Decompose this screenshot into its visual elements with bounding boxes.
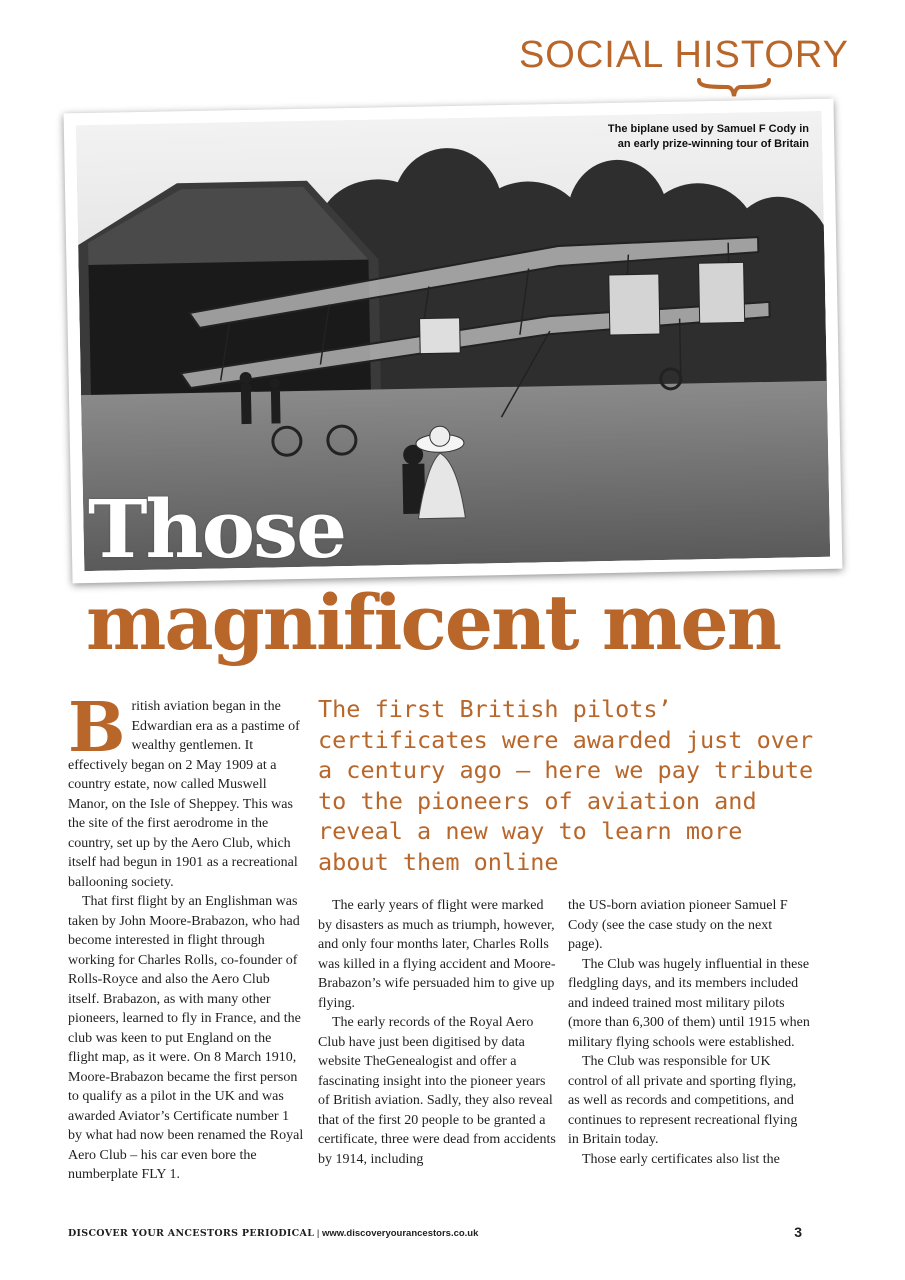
section-label: SOCIAL HISTORY xyxy=(518,34,849,76)
publication-name: DISCOVER YOUR ANCESTORS PERIODICAL xyxy=(68,1228,315,1239)
paragraph: That first flight by an Englishman was taken by John Moore-Brabazon, who had become interested in flight through working for Charles Rolls, co-founder of Rolls-Royce and also the Aero Club itself. Brabazon, as with many other pioneers, learned to fly in France, and the club was keen to put England on the flight map, as it were. On 8 March 1910, Moore-Brabazon became the first person to qualify as a pilot in the UK and was awarded Aviator’s Certificate number 1 by what had now been renamed the Royal Aero Club – his car even bore the numberplate FLY 1. xyxy=(68,894,304,1182)
standfirst: The first British pilots’ certificates were awarded just over a century ago – here we pay tribute to the pioneers of aviation and reveal a new way to learn more about them online xyxy=(318,695,814,876)
headline-line-1: Those xyxy=(88,482,345,576)
caption-line: The biplane used by Samuel F Cody in xyxy=(607,123,809,135)
paragraph: the US-born aviation pioneer Samuel F Cody (see the case study on the next page). xyxy=(568,898,788,952)
paragraph: The early years of flight were marked by disasters as much as triumph, however, and only four months later, Charles Rolls was killed in a flying accident and Moore-Brabazon’s wife persuaded him to give up flying. xyxy=(318,898,556,1011)
paragraph xyxy=(68,688,304,892)
headline-line-2: magnificent men xyxy=(86,578,780,667)
paragraph-text: ritish aviation began in the Edwardian era as a pastime of wealthy gentlemen. It effectively began on 2 May 1909 at a country estate, now called Muswell Manor, on the Isle of Sheppey. This was the site of the first aerodrome in the country, set up by the Aero Club, which itself had begun in 1901 as a recreational ballooning society. xyxy=(68,699,300,890)
paragraph: Those early certificates also list the xyxy=(582,1151,780,1167)
photo-caption xyxy=(579,122,809,152)
page-number: 3 xyxy=(794,1224,802,1240)
footer-separator: | xyxy=(314,1228,322,1239)
drop-cap: B xyxy=(68,688,126,768)
article-column-3 xyxy=(568,896,810,1169)
paragraph: The Club was responsible for UK control of all private and sporting flying, as well as records and competitions, and continues to represent recreational flying in Britain today. xyxy=(568,1054,798,1147)
caption-line: an early prize-winning tour of Britain xyxy=(617,138,809,150)
paragraph: The Club was hugely influential in these fledgling days, and its members included and indeed trained most military pilots (more than 6,300 of them) until 1915 when military flying schools were established. xyxy=(568,956,810,1050)
page-footer xyxy=(68,1228,478,1239)
website-url: www.discoveryourancestors.co.uk xyxy=(321,1228,479,1239)
paragraph: The early records of the Royal Aero Club have just been digitised by data website TheGenealogist and offer a fascinating insight into the pioneer years of British aviation. Sadly, they also reveal that of the first 20 people to be granted a certificate, three were dead from accidents by 1914, including xyxy=(318,1015,556,1167)
brace-ornament xyxy=(697,78,771,98)
article-column-2 xyxy=(318,896,556,1169)
article-column-1 xyxy=(68,688,304,1185)
